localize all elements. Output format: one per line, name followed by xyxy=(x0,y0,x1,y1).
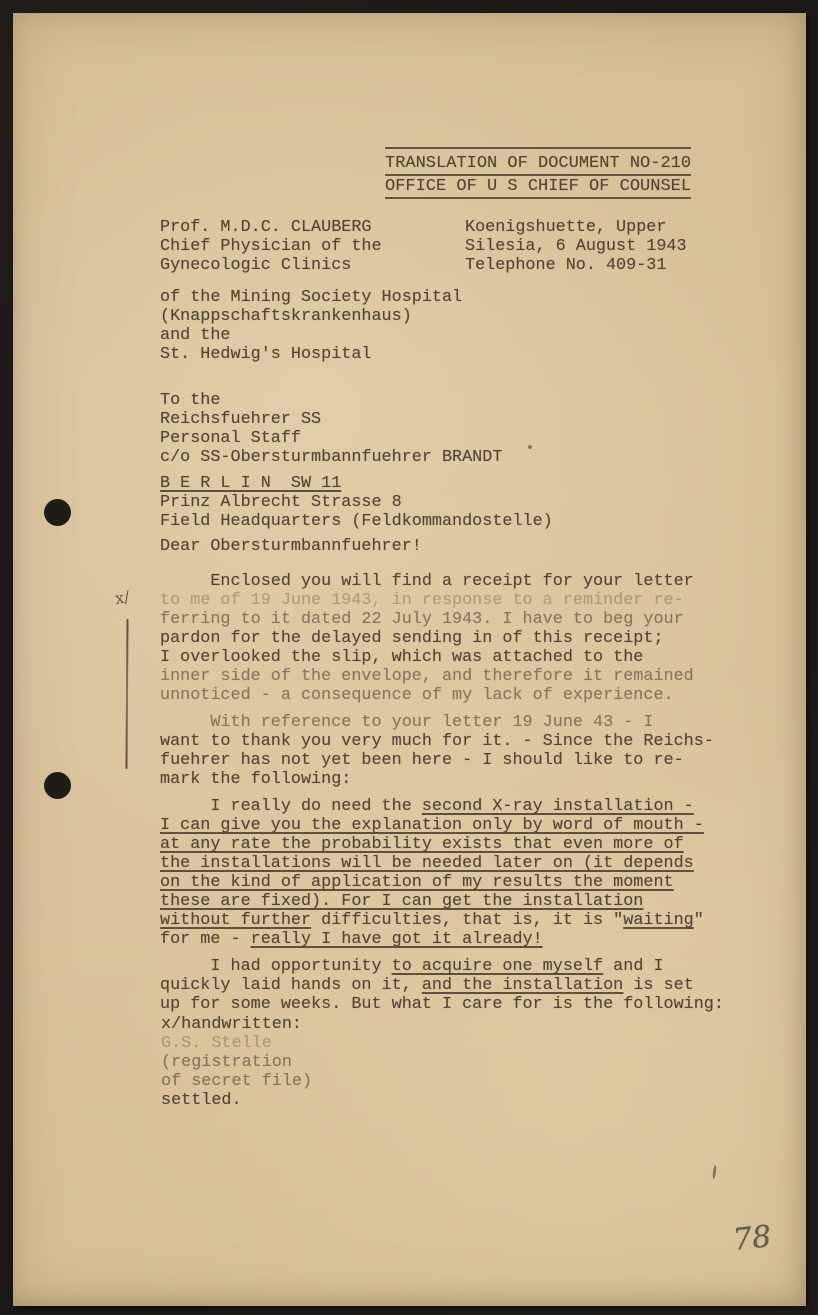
text-line: I had opportunity to acquire one myself and I xyxy=(160,957,664,976)
handwritten-note-block xyxy=(161,1015,312,1110)
text-line: Prof. M.D.C. CLAUBERG xyxy=(160,218,372,237)
text-line: quickly laid hands on it, and the installation is set xyxy=(160,976,694,995)
letter-body xyxy=(160,572,735,1022)
text-line: and the xyxy=(160,326,231,345)
text-line: Enclosed you will find a receipt for your letter xyxy=(160,572,694,591)
text-line: on the kind of application of my results the moment xyxy=(160,873,674,892)
text-line: I really do need the second X-ray installation - xyxy=(160,797,694,816)
text-line: up for some weeks. But what I care for is the following: xyxy=(160,995,724,1014)
sender-block xyxy=(160,218,382,275)
text-line: fuehrer has not yet been here - I should like to re- xyxy=(160,751,684,770)
address-block xyxy=(160,474,553,531)
text-line: B E R L I N SW 11 xyxy=(160,474,342,493)
text-line: the installations will be needed later on (it depends xyxy=(160,854,694,873)
text-line: settled. xyxy=(161,1091,242,1110)
text-line: for me - really I have got it already! xyxy=(160,930,543,949)
text-line: unnoticed - a consequence of my lack of experience. xyxy=(160,686,674,705)
paragraph-3 xyxy=(160,797,735,949)
text-line: these are fixed). For I can get the installation xyxy=(160,892,644,911)
text-line: Prinz Albrecht Strasse 8 xyxy=(160,493,402,512)
text-line: With reference to your letter 19 June 43 - I xyxy=(160,713,654,732)
text-line: c/o SS-Obersturmbannfuehrer BRANDT xyxy=(160,448,503,467)
paper-speck xyxy=(528,445,532,449)
text-line: TRANSLATION OF DOCUMENT NO-210 xyxy=(385,152,691,175)
text-line: (registration xyxy=(161,1053,292,1072)
text-line: of the Mining Society Hospital xyxy=(160,288,463,307)
text-line: of secret file) xyxy=(161,1072,313,1091)
paragraph-4 xyxy=(160,957,735,1014)
paragraph-2 xyxy=(160,713,735,789)
text-line: G.S. Stelle xyxy=(161,1034,272,1053)
salutation: Dear Obersturmbannfuehrer! xyxy=(160,537,422,556)
text-line: Telephone No. 409-31 xyxy=(465,256,667,275)
text-line: Koenigshuette, Upper xyxy=(465,218,667,237)
paragraph-1 xyxy=(160,572,735,705)
text-line: OFFICE OF U S CHIEF OF COUNSEL xyxy=(385,175,691,198)
dateline-block xyxy=(465,218,687,275)
punch-hole-bottom xyxy=(44,772,71,799)
text-line: Field Headquarters (Feldkommandostelle) xyxy=(160,512,553,531)
text-line: ferring to it dated 22 July 1943. I have to beg your xyxy=(160,610,684,629)
handwritten-page-number: 78 xyxy=(731,1219,773,1258)
text-line: without further difficulties, that is, it is "waiting" xyxy=(160,911,704,930)
text-line: I can give you the explanation only by word of mouth - xyxy=(160,816,704,835)
paper-speck xyxy=(712,1165,717,1179)
text-line: inner side of the envelope, and therefore it remained xyxy=(160,667,694,686)
text-line: to me of 19 June 1943, in response to a reminder re- xyxy=(160,591,684,610)
text-line: Personal Staff xyxy=(160,429,301,448)
text-line: pardon for the delayed sending in of this receipt; xyxy=(160,629,664,648)
text-line: want to thank you very much for it. - Since the Reichs- xyxy=(160,732,714,751)
text-line: Chief Physician of the xyxy=(160,237,382,256)
text-line: Gynecologic Clinics xyxy=(160,256,352,275)
handwritten-margin-mark: x/ xyxy=(113,587,131,608)
letter-page xyxy=(13,13,806,1306)
text-line: To the xyxy=(160,391,221,410)
text-line: I overlooked the slip, which was attached to the xyxy=(160,648,644,667)
text-line: Reichsfuehrer SS xyxy=(160,410,322,429)
text-line: St. Hedwig's Hospital xyxy=(160,345,372,364)
handwritten-margin-line xyxy=(125,619,128,769)
text-line: mark the following: xyxy=(160,770,352,789)
punch-hole-top xyxy=(44,499,71,526)
hospital-block xyxy=(160,288,462,364)
text-line: (Knappschaftskrankenhaus) xyxy=(160,307,412,326)
text-line: Silesia, 6 August 1943 xyxy=(465,237,687,256)
text-line: at any rate the probability exists that even more of xyxy=(160,835,684,854)
text-line: x/handwritten: xyxy=(161,1015,302,1034)
document-header xyxy=(385,147,691,198)
recipient-block xyxy=(160,391,502,467)
